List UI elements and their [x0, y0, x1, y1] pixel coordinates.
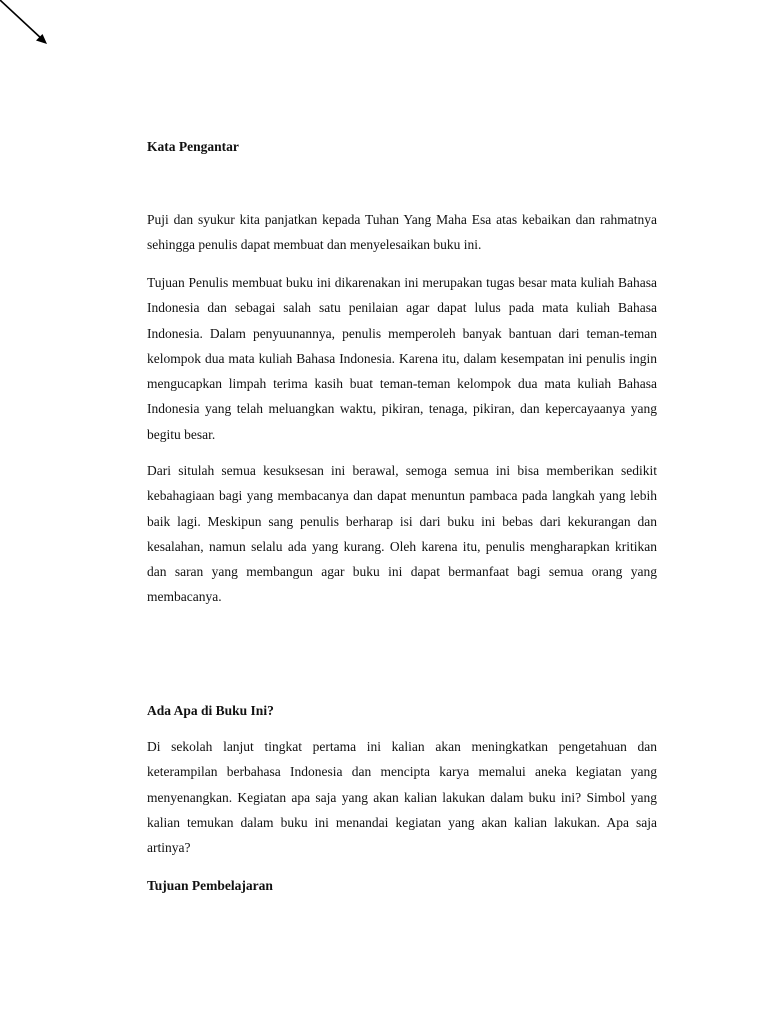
paragraph-ada-apa: Di sekolah lanjut tingkat pertama ini kalian akan meningkatkan pengetahuan dan keterampilan berbahasa Indonesia dan mencipta karya memalui aneka kegiatan yang menyenangkan. Kegiatan apa saja yang akan kalian lakukan dalam buku ini? Simbol yang kalian temukan dalam buku ini menandai kegiatan yang akan kalian lakukan. Apa saja artinya?	[147, 739, 657, 856]
paragraph-intro: Puji dan syukur kita panjatkan kepada Tuhan Yang Maha Esa atas kebaikan dan rahmatnya sehingga penulis dapat membuat dan menyelesaikan buku ini.	[147, 212, 657, 253]
arrow-down-right-icon	[0, 0, 52, 52]
paragraph-kesuksesan: Dari situlah semua kesuksesan ini berawal, semoga semua ini bisa memberikan sedikit kebahagiaan bagi yang membacanya dan dapat menuntun pambaca pada langkah yang lebih baik lagi. Meskipun sang penulis berharap isi dari buku ini bebas dari kekurangan dan kesalahan, namun selalu ada yang kurang. Oleh karena itu, penulis mengharapkan kritikan dan saran yang membangun agar buku ini dapat bermanfaat bagi semua orang yang membacanya.	[147, 463, 657, 605]
heading-kata-pengantar: Kata Pengantar	[147, 139, 239, 154]
paragraph-tujuan-penulis: Tujuan Penulis membuat buku ini dikarenakan ini merupakan tugas besar mata kuliah Bahasa Indonesia dan sebagai salah satu penilaian agar dapat lulus pada mata kuliah Bahasa Indonesia. Dalam penyuunannya, penulis memperoleh banyak bantuan dari teman-teman kelompok dua mata kuliah Bahasa Indonesia. Karena itu, dalam kesempatan ini penulis ingin mengucapkan limpah terima kasih buat teman-teman kelompok dua mata kuliah Bahasa Indonesia yang telah meluangkan waktu, pikiran, tenaga, pikiran, dan kepercayaanya yang begitu besar.	[147, 275, 657, 442]
heading-ada-apa-di-buku-ini: Ada Apa di Buku Ini?	[147, 703, 274, 718]
heading-tujuan-pembelajaran: Tujuan Pembelajaran	[147, 878, 273, 893]
